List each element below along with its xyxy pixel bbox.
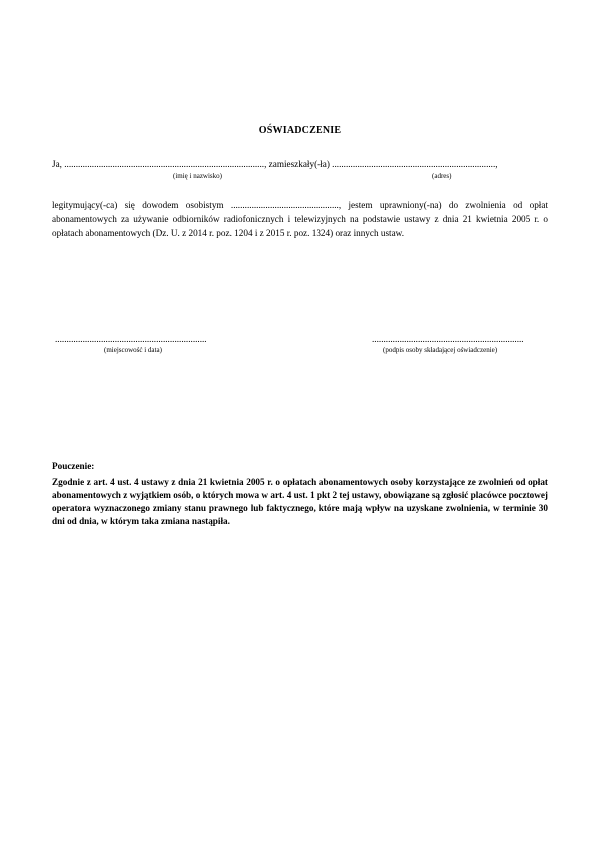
signature-line: ..................................................................	[372, 334, 524, 344]
signature-place-date-line: ..................................................................	[55, 334, 207, 344]
caption-name: (imię i nazwisko)	[173, 172, 222, 180]
declarant-line: Ja, ......................................................................................., zamieszkały(-ła) .......................................................................,	[52, 159, 498, 169]
caption-signature: (podpis osoby składającej oświadczenie)	[383, 346, 498, 354]
caption-address: (adres)	[432, 172, 452, 180]
notice-heading: Pouczenie:	[52, 461, 95, 471]
notice-text: Zgodnie z art. 4 ust. 4 ustawy z dnia 21 kwietnia 2005 r. o opłatach abonamentowych osoby korzystające ze zwolnień od opłat abonamentowych z wyjątkiem osób, o których mowa w art. 4 ust. 1 pkt 2 tej ustawy, obowiązane są zgłosić placówce pocztowej operatora wyznaczonego zmiany stanu prawnego lub faktycznego, które mają wpływ na uzyskane zwolnienia, w terminie 30 dni od dnia, w którym taka zmiana nastąpiła.	[52, 477, 548, 526]
declaration-paragraph: legitymujący(-ca) się dowodem osobistym ..............................................., jestem uprawniony(-na) do zwolnienia od opłat abonamentowych za używanie odbiorników radiofonicznych i telewizyjnych na podstawie ustawy z dnia 21 kwietnia 2005 r. o opłatach abonamentowych (Dz. U. z 2014 r. poz. 1204 i z 2015 r. poz. 1324) oraz innych ustaw.	[52, 200, 548, 238]
document-title: OŚWIADCZENIE	[258, 125, 342, 136]
caption-place-date: (miejscowość i data)	[104, 346, 162, 354]
